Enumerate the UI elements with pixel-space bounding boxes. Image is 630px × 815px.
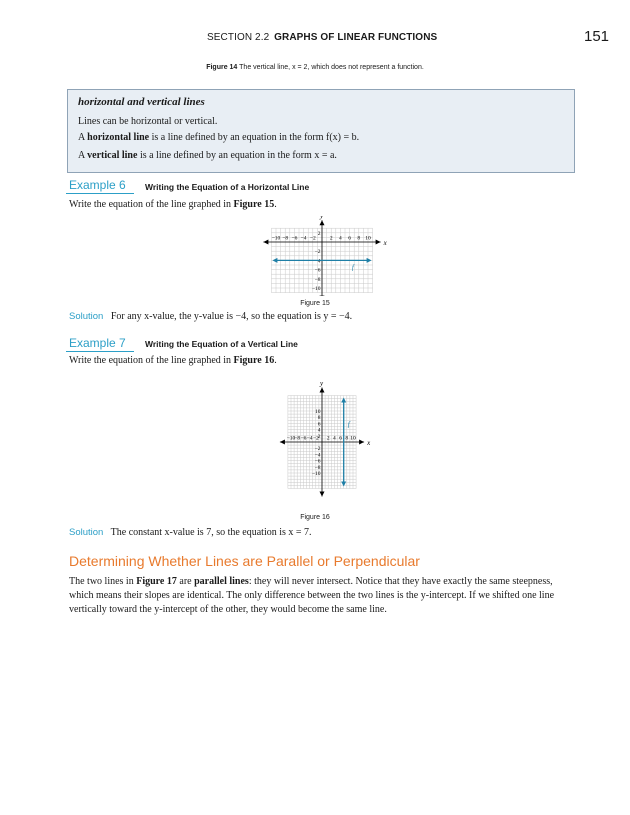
- example-6-solution-label: Solution: [69, 311, 104, 322]
- body-paragraph: [69, 575, 579, 617]
- example-6-title: Writing the Equation of a Horizontal Line: [145, 182, 310, 192]
- x-tick-label: 2: [329, 235, 333, 242]
- x-tick-label: −2: [312, 435, 319, 442]
- def3-post: is a line defined by an equation in the form x = a.: [137, 150, 337, 161]
- x-tick-label: −10: [286, 435, 296, 442]
- example-7-title: Writing the Equation of a Vertical Line: [145, 339, 298, 349]
- y-tick-label: 8: [317, 415, 321, 422]
- running-header: [207, 32, 437, 43]
- x-tick-label: −10: [271, 235, 281, 242]
- definition-line-3: [78, 150, 337, 161]
- figure-14-text: The vertical line, x = 2, which does not represent a function.: [239, 64, 424, 71]
- section-number: SECTION 2.2: [207, 32, 270, 43]
- example-7-solution-text: The constant x-value is 7, so the equation is x = 7.: [110, 527, 312, 538]
- example-6-rule: [66, 193, 134, 194]
- y-tick-label: −8: [314, 276, 321, 283]
- y-axis-arrow-top: [320, 388, 325, 393]
- y-axis-label: y: [320, 216, 324, 221]
- figure-15-caption: Figure 15: [300, 300, 330, 307]
- para-ref: Figure 17: [136, 576, 177, 587]
- y-axis-arrow-top: [320, 220, 325, 225]
- y-tick-label: −6: [314, 267, 321, 274]
- para-pre: The two lines in: [69, 576, 137, 587]
- x-axis-arrow-left: [263, 240, 268, 245]
- y-tick-label: 2: [317, 433, 321, 440]
- y-tick-label: −10: [311, 286, 321, 292]
- definition-box: [67, 89, 575, 173]
- function-arrow: [272, 258, 277, 263]
- figure-16-graph: [250, 368, 395, 510]
- x-tick-label: 8: [345, 435, 349, 442]
- x-tick-label: 10: [350, 435, 356, 442]
- function-label: f: [347, 420, 350, 429]
- x-tick-label: −4: [300, 235, 307, 242]
- x-axis-arrow-right: [359, 440, 364, 445]
- def2-post: is a line defined by an equation in the form f(x) = b.: [149, 132, 360, 143]
- y-tick-label: −2: [314, 446, 321, 453]
- y-tick-label: 4: [317, 427, 321, 434]
- example-6-label: Example 6: [69, 178, 126, 192]
- def2-pre: A: [78, 132, 88, 143]
- x-tick-label: −4: [306, 435, 313, 442]
- x-axis-label: x: [367, 439, 371, 447]
- example-6-solution: [69, 311, 352, 322]
- x-tick-label: 4: [333, 435, 336, 442]
- figure-16-grid: [280, 380, 371, 497]
- ex7-prompt-ref: Figure 16: [233, 355, 275, 366]
- example-6-solution-text: For any x-value, the y-value is −4, so the equation is y = −4.: [110, 311, 353, 322]
- x-tick-label: 6: [339, 435, 342, 442]
- x-tick-label: 10: [365, 235, 371, 242]
- figure-14-caption: [0, 64, 630, 71]
- page-number: 151: [584, 28, 610, 45]
- y-tick-label: −4: [314, 258, 321, 265]
- x-tick-label: −8: [294, 435, 301, 442]
- definition-title: horizontal and vertical lines: [78, 96, 205, 108]
- y-tick-label: −4: [314, 452, 321, 459]
- x-tick-label: −6: [300, 435, 307, 442]
- example-7-solution-label: Solution: [69, 527, 104, 538]
- figure-15-grid: [263, 216, 387, 296]
- x-tick-label: −6: [291, 235, 298, 242]
- x-axis-label: x: [383, 239, 387, 247]
- x-axis-arrow-right: [376, 240, 381, 245]
- y-axis-label: y: [320, 379, 324, 388]
- definition-line-1: Lines can be horizontal or vertical.: [78, 116, 218, 127]
- y-tick-label: 2: [317, 230, 321, 237]
- ex6-prompt-ref: Figure 15: [233, 199, 275, 210]
- example-7-label: Example 7: [69, 336, 126, 350]
- def3-pre: A: [78, 150, 88, 161]
- y-axis-arrow-bottom: [320, 492, 325, 497]
- x-tick-label: 6: [348, 235, 351, 242]
- figure-16-caption: Figure 16: [300, 514, 330, 521]
- y-tick-label: −8: [314, 464, 321, 471]
- example-7-rule: [66, 351, 134, 352]
- para-term: parallel lines: [194, 576, 249, 587]
- def3-term: vertical line: [87, 150, 138, 161]
- figure-15-graph: [250, 216, 395, 296]
- function-arrow: [341, 482, 346, 487]
- x-tick-label: 8: [357, 235, 361, 242]
- def2-term: horizontal line: [87, 132, 150, 143]
- section-title: GRAPHS OF LINEAR FUNCTIONS: [274, 32, 438, 43]
- para-mid: are: [176, 576, 195, 587]
- function-arrow: [367, 258, 372, 263]
- x-tick-label: 4: [339, 235, 342, 242]
- function-arrow: [341, 398, 346, 403]
- y-tick-label: 10: [315, 409, 321, 415]
- y-tick-label: −2: [314, 249, 321, 256]
- ex7-prompt-post: .: [274, 355, 277, 366]
- x-tick-label: 2: [326, 435, 330, 442]
- ex6-prompt-pre: Write the equation of the line graphed in: [69, 199, 234, 210]
- para-post: : they will never intersect. Notice that they have exactly the same steepness, which means their slopes are identical. The only difference between the two lines is the y-intercept. If we shifted one line vertically toward the y-intercept of the other, they would become the same line.: [69, 576, 555, 615]
- x-tick-label: −8: [282, 235, 289, 242]
- ex7-prompt-pre: Write the equation of the line graphed in: [69, 355, 234, 366]
- example-7-solution: [69, 527, 312, 538]
- example-6-prompt: [69, 199, 277, 210]
- y-tick-label: −6: [314, 458, 321, 465]
- x-axis-arrow-left: [280, 440, 285, 445]
- definition-line-2: [78, 132, 359, 143]
- y-tick-label: 6: [317, 421, 321, 428]
- ex6-prompt-post: .: [274, 199, 277, 210]
- example-7-prompt: [69, 355, 277, 366]
- function-label: f: [351, 263, 354, 272]
- section-heading: Determining Whether Lines are Parallel or Perpendicular: [69, 553, 420, 569]
- figure-14-label: Figure 14: [206, 64, 238, 71]
- y-tick-label: −10: [311, 471, 321, 477]
- x-tick-label: −2: [309, 235, 316, 242]
